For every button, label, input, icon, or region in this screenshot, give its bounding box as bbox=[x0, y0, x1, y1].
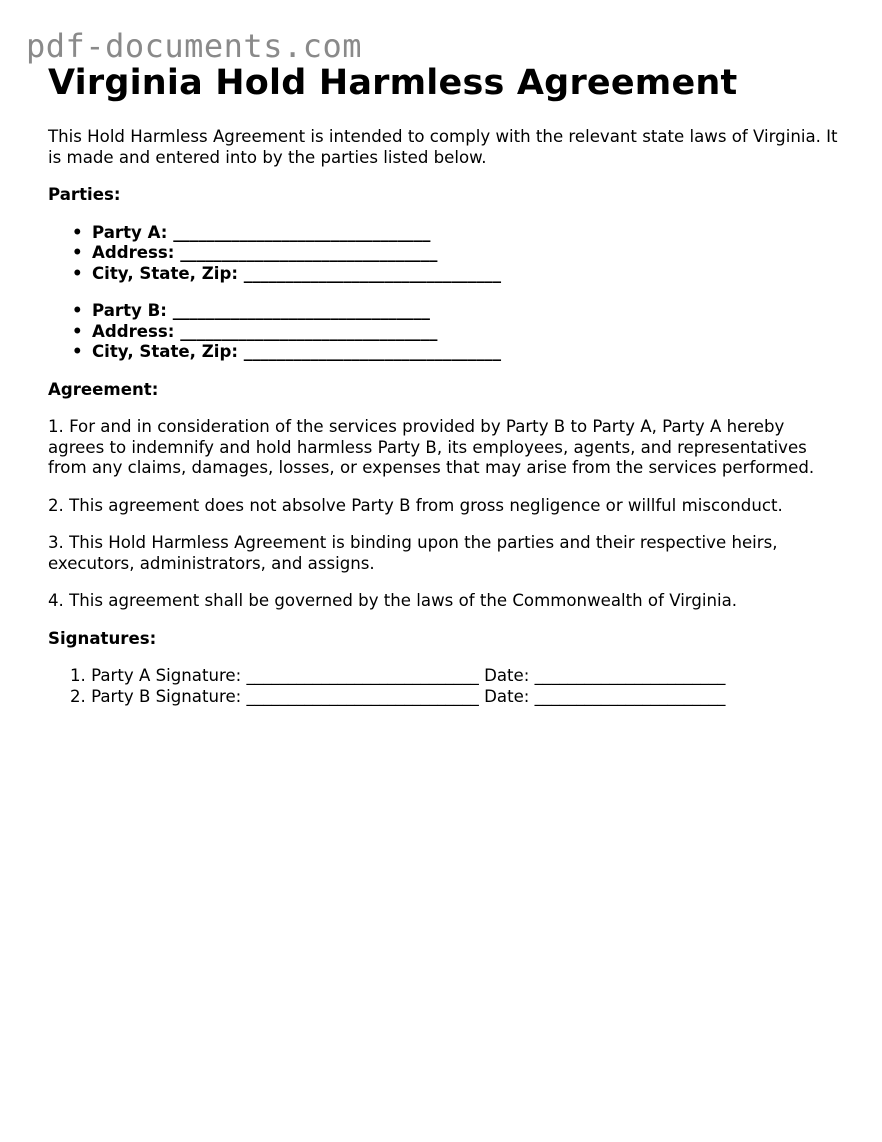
field-label: Address: bbox=[92, 243, 175, 262]
party-b-address-field bbox=[70, 322, 838, 343]
party-a-city-state-zip-field bbox=[70, 264, 838, 285]
blank-line: _______________________________ bbox=[180, 243, 438, 262]
clause-1: 1. For and in consideration of the services provided by Party B to Party A, Party A hereby agrees to indemnify and hold harmless Party B, its employees, agents, and representatives from any claims, damages, losses, or expenses that may arise from the services performed. bbox=[48, 417, 815, 477]
field-label: Party B: bbox=[92, 301, 167, 320]
party-a-signature-line: 1. Party A Signature: ____________________________ Date: _______________________ bbox=[70, 666, 726, 685]
clause-4: 4. This agreement shall be governed by the laws of the Commonwealth of Virginia. bbox=[48, 591, 738, 610]
agreement-heading: Agreement: bbox=[48, 379, 159, 399]
party-b-signature-line: 2. Party B Signature: ____________________________ Date: _______________________ bbox=[70, 686, 726, 706]
blank-line: _______________________________ bbox=[243, 263, 501, 283]
party-b-name-field bbox=[70, 301, 838, 322]
watermark: pdf-documents.com bbox=[26, 27, 363, 65]
document-title: Virginia Hold Harmless Agreement bbox=[48, 63, 738, 103]
party-a-list bbox=[48, 223, 838, 285]
field-label: Address: bbox=[92, 321, 175, 341]
party-a-name-field bbox=[70, 223, 838, 244]
clause-3: 3. This Hold Harmless Agreement is binding upon the parties and their respective heirs, executors, administrators, and assigns. bbox=[48, 533, 778, 573]
blank-line: _______________________________ bbox=[243, 342, 501, 361]
field-label: City, State, Zip: bbox=[92, 263, 238, 283]
intro-paragraph: This Hold Harmless Agreement is intended to comply with the relevant state laws of Virginia. It is made and entered into by the parties listed below. bbox=[48, 127, 838, 167]
blank-line: _______________________________ bbox=[173, 222, 431, 242]
signature-list bbox=[48, 666, 838, 707]
signatures-heading: Signatures: bbox=[48, 628, 157, 648]
document-page bbox=[48, 60, 838, 707]
parties-heading: Parties: bbox=[48, 185, 121, 204]
blank-line: _______________________________ bbox=[180, 321, 438, 341]
field-label: City, State, Zip: bbox=[92, 342, 238, 361]
clause-2: 2. This agreement does not absolve Party B from gross negligence or willful misconduct. bbox=[48, 495, 783, 515]
party-b-city-state-zip-field bbox=[70, 342, 838, 363]
blank-line: _______________________________ bbox=[172, 301, 430, 320]
field-label: Party A: bbox=[92, 222, 168, 242]
party-b-list bbox=[48, 301, 838, 363]
party-a-address-field bbox=[70, 243, 838, 264]
